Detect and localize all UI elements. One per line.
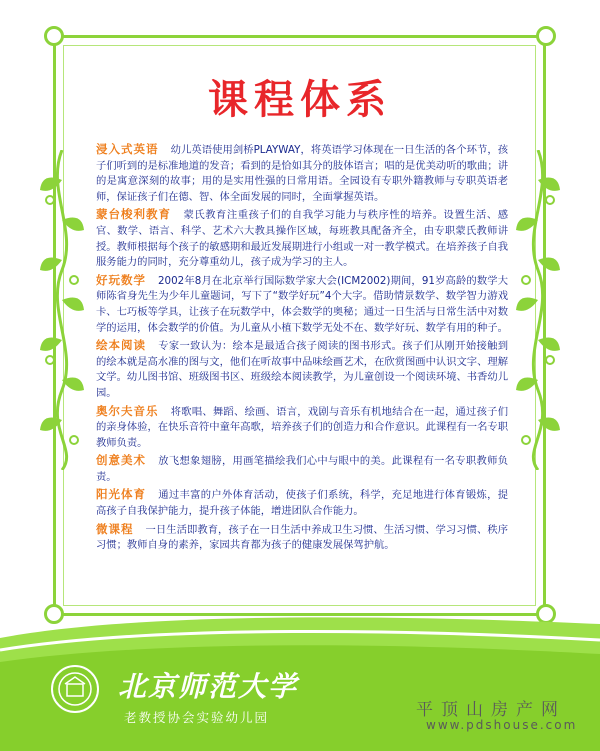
right-vine-ornament	[512, 150, 564, 470]
watermark-site-name: 平顶山房产网	[416, 700, 566, 720]
section-heading: 蒙台梭利教育	[96, 207, 171, 222]
kindergarten-name: 老教授协会实验幼儿园	[124, 710, 270, 725]
left-vine-ornament	[36, 150, 88, 470]
section-text: 2002年8月在北京举行国际数学家大会(ICM2002)期间，91岁高龄的数学大师陈省身先生为少年儿童题词，写下了“数学好玩”4个大字。借助情景数学、数学智力游戏卡、七巧板等学具，让孩子在玩数学中，体会数学的奥秘；通过一日生活与日常生活中对数学的运用，体会数学的价值。为儿童从小植下数学无处不在、数学好玩、数学有用的种子。	[96, 274, 508, 334]
section-heading: 阳光体育	[96, 487, 146, 502]
course-section-picture-books	[96, 338, 508, 401]
section-heading: 创意美术	[96, 453, 146, 468]
course-section-english	[96, 142, 508, 205]
course-section-orff-music	[96, 404, 508, 452]
university-seal-icon	[50, 664, 100, 714]
section-heading: 微课程	[96, 521, 134, 536]
section-text: 将歌唱、舞蹈、绘画、语言，戏剧与音乐有机地结合在一起，通过孩子们的亲身体验，在快乐音符中童年高歌，培养孩子们的创造力和合作意识。此课程有一名专职教师负责。	[96, 405, 508, 449]
course-section-sports	[96, 487, 508, 519]
section-text: 专家一致认为：绘本是最适合孩子阅读的图书形式。孩子们从刚开始接触到的绘本就是高水准的图与文，他们在听故事中品味绘画艺术，在欣赏图画中认识文字、理解文学。幼儿图书馆、班级图书区、班级绘本阅读教学，为儿童创设一个阅读环境、书香幼儿园。	[96, 340, 508, 399]
page-title: 课程体系	[208, 76, 392, 123]
course-section-math	[96, 273, 508, 336]
course-section-art	[96, 453, 508, 485]
section-text: 通过丰富的户外体育活动，使孩子们系统，科学，充足地进行体育锻炼，提高孩子自我保护能力，提升孩子体能，增进团队合作能力。	[96, 489, 508, 518]
section-text: 一日生活即教育，孩子在一日生活中养成卫生习惯、生活习惯、学习习惯、秩序习惯；教师自身的素养，家园共育都为孩子的健康发展保驾护航。	[96, 523, 508, 552]
section-heading: 奥尔夫音乐	[96, 403, 159, 418]
course-section-montessori	[96, 207, 508, 270]
course-list	[96, 142, 508, 556]
course-section-micro-course	[96, 522, 508, 554]
section-text: 放飞想象翅膀，用画笔描绘我们心中与眼中的美。此课程有一名专职教师负责。	[96, 455, 508, 483]
section-heading: 好玩数学	[96, 272, 146, 287]
section-text: 蒙氏教育注重孩子们的自我学习能力与秩序性的培养。设置生活、感官、数学、语言、科学、艺术六大教具操作区域，每班教具配备齐全，由专职蒙氏教师讲授。教师根据每个孩子的敏感期和最近发展期进行小组或一对一教学模式。在培养孩子自我服务能力的同时，充分尊重幼儿，孩子成为学习的主人。	[96, 209, 508, 269]
university-name: 北京师范大学	[118, 670, 299, 703]
section-heading: 浸入式英语	[96, 142, 159, 156]
watermark-url: www.pdshouse.com	[426, 718, 578, 732]
section-text: 幼儿英语使用剑桥PLAYWAY，将英语学习体现在一日生活的各个环节，孩子们听到的是标准地道的发音；看到的是恰如其分的肢体语言；唱的是优美动听的歌曲；讲的是寓意深刻的故事；用的是实用性强的日常用语。全园设有专职外籍教师与专职英语老师，保证孩子们在德、智、体全面发展的同时，全面掌握英语。	[96, 144, 508, 203]
corner-ornament	[536, 26, 556, 46]
corner-ornament	[44, 26, 64, 46]
section-heading: 绘本阅读	[96, 338, 146, 353]
